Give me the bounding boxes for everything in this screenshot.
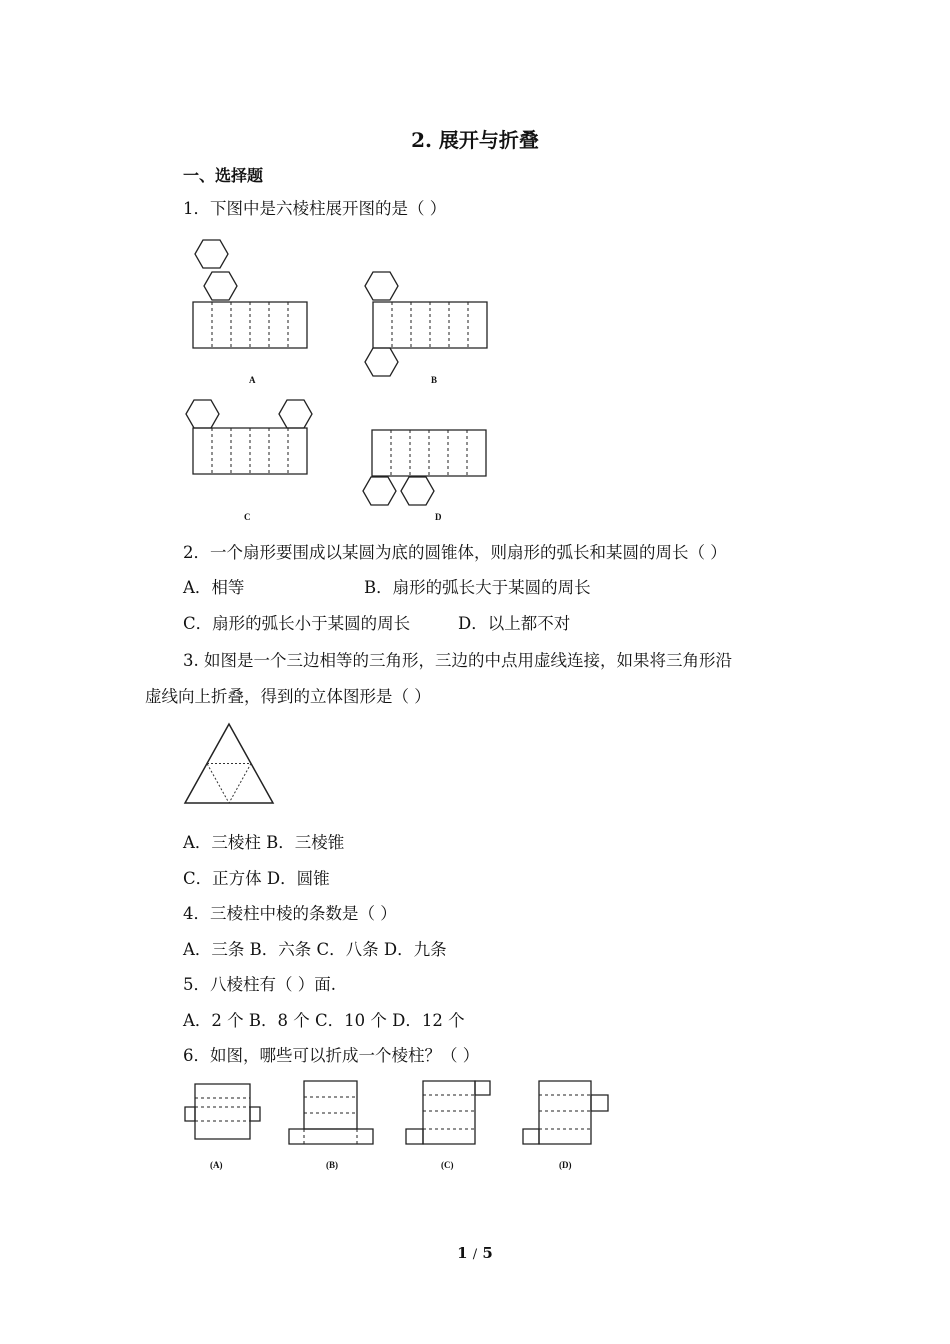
q3-triangle-figure bbox=[180, 718, 280, 808]
q3-options-line2: C．正方体 D．圆锥 bbox=[183, 869, 330, 888]
q6-figures bbox=[180, 1076, 620, 1156]
q4-stem: 4．三棱柱中棱的条数是（ ） bbox=[183, 904, 397, 923]
q6-figure-d bbox=[523, 1081, 608, 1144]
q6-label-c: (C) bbox=[441, 1160, 454, 1170]
q6-figure-b bbox=[289, 1081, 373, 1144]
q2-option-b: B．扇形的弧长大于某圆的周长 bbox=[364, 578, 591, 597]
q1-label-b: B bbox=[431, 375, 438, 385]
q5-options: A．2 个 B．8 个 C．10 个 D．12 个 bbox=[183, 1011, 465, 1030]
q1-figure-c bbox=[186, 400, 312, 474]
page-current: 1 bbox=[457, 1244, 468, 1262]
page-number bbox=[0, 1244, 950, 1262]
q2-stem: 2．一个扇形要围成以某圆为底的圆锥体，则扇形的弧长和某圆的周长（ ） bbox=[183, 543, 727, 562]
q1-figure-a bbox=[193, 240, 307, 348]
q1-figure-b bbox=[365, 272, 487, 376]
q1-figures bbox=[175, 228, 505, 528]
q2-option-a: A．相等 bbox=[183, 578, 245, 597]
q1-label-a: A bbox=[249, 375, 256, 385]
q5-stem: 5．八棱柱有（ ）面. bbox=[183, 975, 336, 994]
q4-options: A．三条 B．六条 C．八条 D．九条 bbox=[183, 940, 447, 959]
q6-label-a: (A) bbox=[210, 1160, 223, 1170]
q1-stem: 1．下图中是六棱柱展开图的是（ ） bbox=[183, 199, 447, 218]
page-title: 2. 展开与折叠 bbox=[411, 128, 539, 152]
page-separator: / bbox=[472, 1247, 478, 1262]
q1-figure-d bbox=[363, 430, 486, 505]
q3-stem-line1: 3. 如图是一个三边相等的三角形，三边的中点用虚线连接，如果将三角形沿 bbox=[183, 651, 732, 670]
q1-label-d: D bbox=[435, 512, 442, 522]
q6-stem: 6．如图，哪些可以折成一个棱柱？（ ） bbox=[183, 1046, 480, 1065]
q3-options-line1: A．三棱柱 B．三棱锥 bbox=[183, 833, 345, 852]
page-total: 5 bbox=[482, 1244, 493, 1262]
q2-option-c: C．扇形的弧长小于某圆的周长 bbox=[183, 614, 411, 633]
q6-label-b: (B) bbox=[326, 1160, 338, 1170]
q2-option-d: D．以上都不对 bbox=[458, 614, 571, 633]
q3-stem-line2: 虚线向上折叠，得到的立体图形是（ ） bbox=[145, 687, 431, 706]
section-heading: 一、选择题 bbox=[183, 166, 264, 185]
q6-figure-c bbox=[406, 1081, 490, 1144]
q6-label-d: (D) bbox=[559, 1160, 572, 1170]
q1-label-c: C bbox=[244, 512, 251, 522]
q6-figure-a bbox=[185, 1084, 260, 1139]
